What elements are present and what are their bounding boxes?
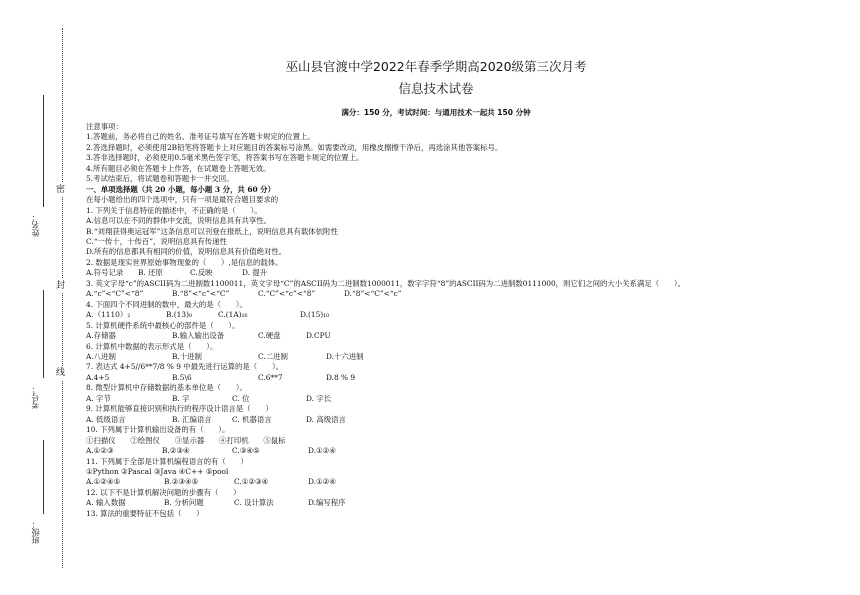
question-option: A.（1110）₂: [86, 310, 131, 320]
question-option: D.8 % 9: [326, 372, 356, 382]
question-options-row: [86, 373, 786, 383]
notice-item: 5.考试结束后，将试题卷和答题卡一并交回。: [86, 174, 234, 184]
question-options-row: [86, 310, 786, 320]
question-option: D.CPU: [306, 331, 331, 341]
exam-number-field-line[interactable]: [43, 290, 44, 378]
question-option: B.②③④⑤: [164, 477, 199, 487]
question-options-row: [86, 289, 786, 299]
question-option: B.输入输出设备: [172, 331, 225, 341]
question-stem: 8. 微型计算机中存储数据的基本单位是（ ）。: [86, 383, 247, 393]
question-option: D.所有的信息都具有相同的价值，说明信息具有价值绝对性。: [86, 247, 287, 257]
question-option: A.信息可以在不同的群体中交流，说明信息具有共享性。: [86, 216, 272, 226]
question-option: C.反映: [190, 268, 213, 278]
class-field-label: 班级：: [31, 520, 40, 544]
question-option: C.①②③④: [234, 477, 269, 487]
question-stem: 13. 算法的重要特征不包括（ ）: [86, 508, 204, 518]
question-options-row: [86, 352, 786, 362]
exam-info: 满分：150 分，考试时间：与通用技术一起共 150 分钟: [341, 108, 531, 117]
question-option: B.(13)₈: [166, 310, 192, 320]
question-option: C. 设计算法: [234, 498, 274, 508]
question-stem: 9. 计算机能够直接识别和执行的程序设计语言是（ ）: [86, 404, 273, 414]
seal-mark-xian: 线: [56, 368, 66, 378]
question-option: D.“8”<“C”<“c”: [344, 289, 402, 299]
question-option: C.二进制: [258, 351, 288, 361]
question-option: C. 位: [232, 393, 250, 403]
question-option: A. 字节: [86, 393, 111, 403]
question-option: A.“c”<“C”<“8”: [86, 289, 144, 299]
question-options-row: [86, 268, 786, 278]
question-option: B. 还原: [138, 268, 163, 278]
question-options-row: [86, 415, 786, 425]
question-option: B.“8”<“c”<“C”: [172, 289, 230, 299]
binding-margin: [0, 0, 80, 595]
question-option: C. 机器语言: [232, 414, 272, 424]
question-option: B. 汇编语言: [172, 414, 212, 424]
notice-heading: 注意事项：: [86, 122, 123, 131]
question-stem: 5. 计算机硬件系统中最核心的部件是（ ）。: [86, 320, 240, 330]
question-option: C.硬盘: [258, 331, 281, 341]
question-option: A.①②④⑤: [86, 477, 121, 487]
question-stem: 10. 下列属于计算机输出设备的有（ ）。: [86, 425, 230, 435]
question-option: A. 输入数据: [86, 498, 126, 508]
seal-dotted-line: [62, 28, 63, 568]
question-stem: 3. 英文字母“c”的ASCII码为二进制数1100011，英文字母“C”的ASCII码为二进制数1000011，数字字符“8”的ASCII码为二进制数0111000，则它们之间的大小关系满足（ ）。: [86, 278, 686, 288]
question-option: A.4+5: [86, 372, 110, 382]
question-option: B. 字: [172, 393, 190, 403]
question-option: D. 字长: [306, 393, 332, 403]
seal-mark-feng: 封: [56, 281, 66, 291]
question-option: D. 高级语言: [306, 414, 346, 424]
question-option: A.符号记录: [86, 268, 124, 278]
question-stem: 11. 下列属于全部是计算机编程语言的有（ ）: [86, 456, 248, 466]
question-options-row: [86, 498, 786, 508]
class-field-line[interactable]: [43, 440, 44, 514]
exam-number-field-label: 考号：: [31, 385, 40, 409]
question-option: C.“一传十，十传百”，说明信息具有传递性: [86, 236, 227, 246]
question-option: A.八进制: [86, 351, 116, 361]
question-option: B.5\6: [172, 372, 192, 382]
question-option: D.①②④: [308, 477, 336, 487]
name-field-label: 姓名：: [31, 213, 40, 237]
question-stem: 1. 下列关于信息特征的描述中，不正确的是（ ）。: [86, 205, 262, 215]
question-option: A. 低级语言: [86, 414, 126, 424]
question-option: B.“刘翔获得奥运冠军”这条信息可以刊登在报纸上，说明信息具有载体依附性: [86, 226, 338, 236]
exam-subtitle: 信息技术试卷: [398, 81, 474, 96]
question-option: B. 分析问题: [164, 498, 204, 508]
question-stem: 7. 表达式 4+5//6**7/8 % 9 中最先进行运算的是（ ）。: [86, 362, 284, 372]
question-option: D.编写程序: [308, 498, 346, 508]
question-option: C.③④⑤: [232, 446, 260, 456]
question-options-row: [86, 394, 786, 404]
question-option: C.“C”<“c”<“8”: [258, 289, 316, 299]
question-items: ①Python ②Pascal ③Java ④C++ ⑤pool: [86, 466, 229, 476]
question-stem: 12. 以下不是计算机解决问题的步骤有（ ）: [86, 487, 241, 497]
question-option: C.6**7: [258, 372, 283, 382]
seal-mark-mi: 密: [56, 185, 66, 195]
notice-item: 4.所有题目必须在答题卡上作答，在试题卷上答题无效。: [86, 163, 271, 173]
notice-item: 2.答选择题时，必须使用2B铅笔将答题卡上对应题目的答案标号涂黑。如需要改动，用橡皮擦擦干净后，再选涂其他答案标号。: [86, 142, 503, 152]
section-title: 一、单项选择题（共 20 小题，每小题 3 分，共 60 分）: [86, 184, 275, 194]
question-stem: 2. 数据是现实世界原始事物现象的（ ）,是信息的载体。: [86, 257, 283, 267]
question-option: B.②③④: [162, 446, 190, 456]
question-stem: 6. 计算机中数据的表示形式是（ ）。: [86, 341, 218, 351]
question-stem: 4. 下面四个不同进制的数中，最大的是（ ）。: [86, 299, 247, 309]
question-option: B.十进制: [172, 351, 202, 361]
question-option: A.①②③: [86, 446, 114, 456]
question-option: C.(1A)₁₆: [218, 310, 248, 320]
notice-item: 3.答非选择题时，必须使用0.5毫米黑色签字笔，将答案书写在答题卡规定的位置上。: [86, 153, 364, 163]
question-option: A.存储器: [86, 331, 116, 341]
question-option: D.(15)₁₀: [300, 310, 330, 320]
exam-paper: [86, 58, 786, 519]
section-intro: 在每小题给出的四个选项中，只有一项是最符合题目要求的: [86, 195, 279, 205]
name-field-line[interactable]: [43, 95, 44, 207]
exam-title: 巫山县官渡中学2022年春季学期高2020级第三次月考: [285, 59, 587, 74]
question-option: D. 提升: [242, 268, 268, 278]
question-options-row: [86, 331, 786, 341]
question-items: ①扫描仪 ②绘图仪 ③显示器 ④打印机 ⑤鼠标: [86, 435, 286, 445]
notice-item: 1.答题前，务必将自己的姓名、准考证号填写在答题卡规定的位置上。: [86, 132, 315, 142]
question-options-row: [86, 477, 786, 487]
question-option: D.十六进制: [326, 351, 364, 361]
question-option: D.①②④: [308, 446, 336, 456]
question-options-row: [86, 446, 786, 456]
